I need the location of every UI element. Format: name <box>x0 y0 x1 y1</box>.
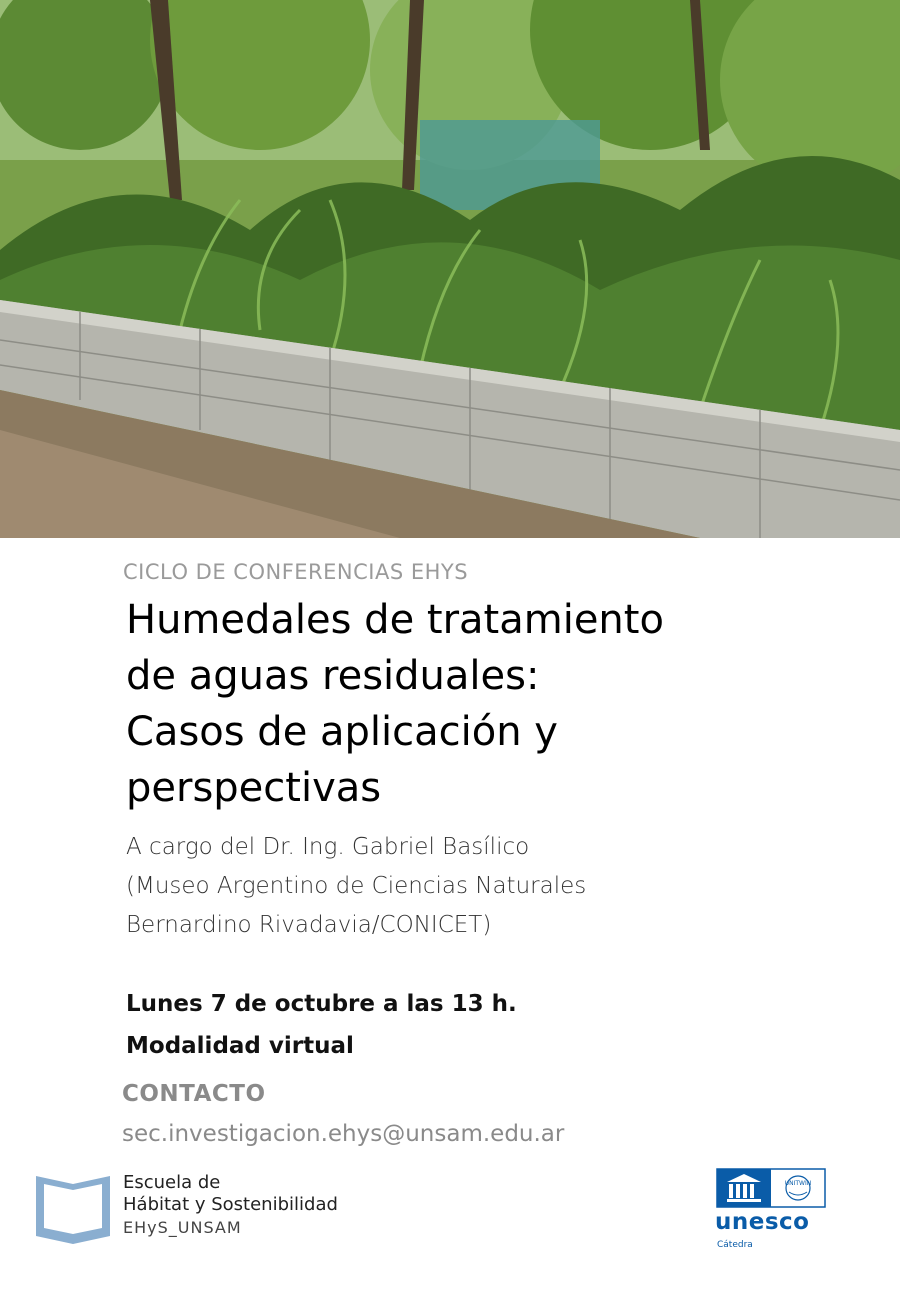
wetland-illustration <box>0 0 900 538</box>
school-name <box>123 1172 338 1216</box>
school-name-line: Hábitat y Sostenibilidad <box>123 1194 338 1215</box>
event-modality: Modalidad virtual <box>126 1033 354 1059</box>
unesco-logo <box>715 1168 830 1258</box>
series-label: CICLO DE CONFERENCIAS EHYS <box>123 560 469 584</box>
wetland-photo <box>0 0 900 538</box>
open-book-icon <box>32 1170 114 1244</box>
unesco-emblem <box>715 1168 827 1208</box>
speaker-line: A cargo del Dr. Ing. Gabriel Basílico <box>126 834 530 860</box>
event-title <box>126 592 806 816</box>
speaker-line: Bernardino Rivadavia/CONICET) <box>126 912 492 938</box>
title-line: de aguas residuales: <box>126 653 540 699</box>
title-line: Humedales de tratamiento <box>126 597 664 643</box>
event-date: Lunes 7 de octubre a las 13 h. <box>126 991 517 1017</box>
event-schedule <box>126 983 517 1067</box>
title-line: Casos de aplicación y <box>126 709 558 755</box>
contact-label: CONTACTO <box>122 1081 266 1107</box>
unitwin-label: UNITWIN <box>784 1180 812 1187</box>
title-line: perspectivas <box>126 765 382 811</box>
school-handle: EHyS_UNSAM <box>123 1218 242 1237</box>
ehys-logo <box>32 1168 392 1248</box>
unesco-wordmark: unesco <box>715 1209 810 1235</box>
unesco-catedra: Cátedra <box>717 1240 753 1250</box>
school-name-line: Escuela de <box>123 1172 221 1193</box>
speaker-info <box>126 828 586 945</box>
speaker-line: (Museo Argentino de Ciencias Naturales <box>126 873 587 899</box>
contact-email-link[interactable]: sec.investigacion.ehys@unsam.edu.ar <box>122 1121 565 1147</box>
